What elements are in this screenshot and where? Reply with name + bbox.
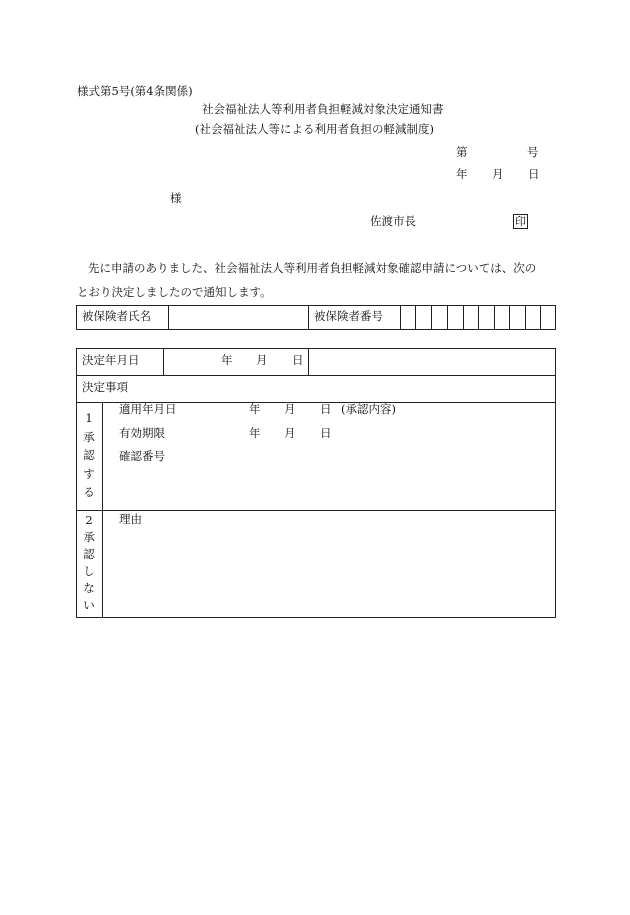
digit-divider — [431, 305, 432, 330]
validity-label: 有効期限 — [119, 426, 165, 440]
approve-label — [82, 409, 96, 502]
decision-matters-label: 決定事項 — [82, 380, 128, 394]
reject-char: 認 — [83, 547, 95, 561]
reject-char: 承 — [83, 530, 95, 544]
validity-day: 日 — [320, 426, 332, 440]
approve-char: る — [83, 485, 95, 499]
reject-label — [82, 512, 96, 614]
confirm-number-label: 確認番号 — [119, 449, 165, 463]
reject-char: し — [83, 564, 95, 578]
divider — [168, 305, 169, 330]
decision-date-label: 決定年月日 — [82, 353, 140, 367]
divider — [76, 510, 556, 511]
digit-divider — [478, 305, 479, 330]
digit-divider — [494, 305, 495, 330]
digit-divider — [525, 305, 526, 330]
divider — [308, 348, 309, 375]
ref-go: 号 — [527, 145, 539, 159]
body-line-2: とおり決定しましたので通知します。 — [77, 285, 272, 299]
apply-date-label: 適用年月日 — [119, 402, 177, 416]
insured-number-label: 被保険者番号 — [314, 309, 383, 323]
approve-char: 1 — [85, 411, 93, 425]
divider — [400, 305, 401, 330]
apply-month: 月 — [284, 402, 296, 416]
approve-char: す — [83, 466, 95, 481]
ref-year: 年 — [456, 167, 468, 181]
decision-year: 年 — [221, 353, 233, 367]
approve-char: 認 — [83, 448, 95, 462]
digit-divider — [509, 305, 510, 330]
body-line-1: 先に申請のありました、社会福祉法人等利用者負担軽減対象確認申請については、次の — [88, 261, 537, 275]
ref-month: 月 — [492, 167, 504, 181]
reject-char: 2 — [85, 513, 93, 527]
insured-name-label: 被保険者氏名 — [82, 309, 151, 323]
digit-divider — [540, 305, 541, 330]
approval-content-label: (承認内容) — [341, 402, 396, 416]
reason-label: 理由 — [119, 512, 142, 526]
ref-day: 日 — [528, 167, 540, 181]
decision-table — [76, 348, 556, 618]
approve-char: 承 — [83, 429, 95, 444]
apply-day: 日 — [320, 402, 332, 416]
validity-month: 月 — [284, 426, 296, 440]
decision-day: 日 — [292, 353, 304, 367]
addressee-sama: 様 — [170, 191, 182, 205]
divider — [308, 305, 309, 330]
validity-year: 年 — [249, 426, 261, 440]
apply-year: 年 — [249, 402, 261, 416]
digit-divider — [463, 305, 464, 330]
ref-dai: 第 — [456, 145, 468, 159]
digit-divider — [415, 305, 416, 330]
divider — [76, 375, 556, 376]
digit-divider — [447, 305, 448, 330]
form-number: 様式第5号(第4条関係) — [77, 84, 193, 98]
reject-char: な — [83, 581, 95, 595]
document-subtitle: (社会福祉法人等による利用者負担の軽減制度) — [195, 122, 434, 136]
issuer-name: 佐渡市長 — [370, 214, 416, 228]
document-title: 社会福祉法人等利用者負担軽減対象決定通知書 — [202, 102, 444, 116]
seal-mark: 印 — [515, 215, 526, 228]
divider — [102, 402, 103, 618]
divider — [163, 348, 164, 375]
reject-char: い — [83, 598, 95, 612]
decision-month: 月 — [256, 353, 268, 367]
